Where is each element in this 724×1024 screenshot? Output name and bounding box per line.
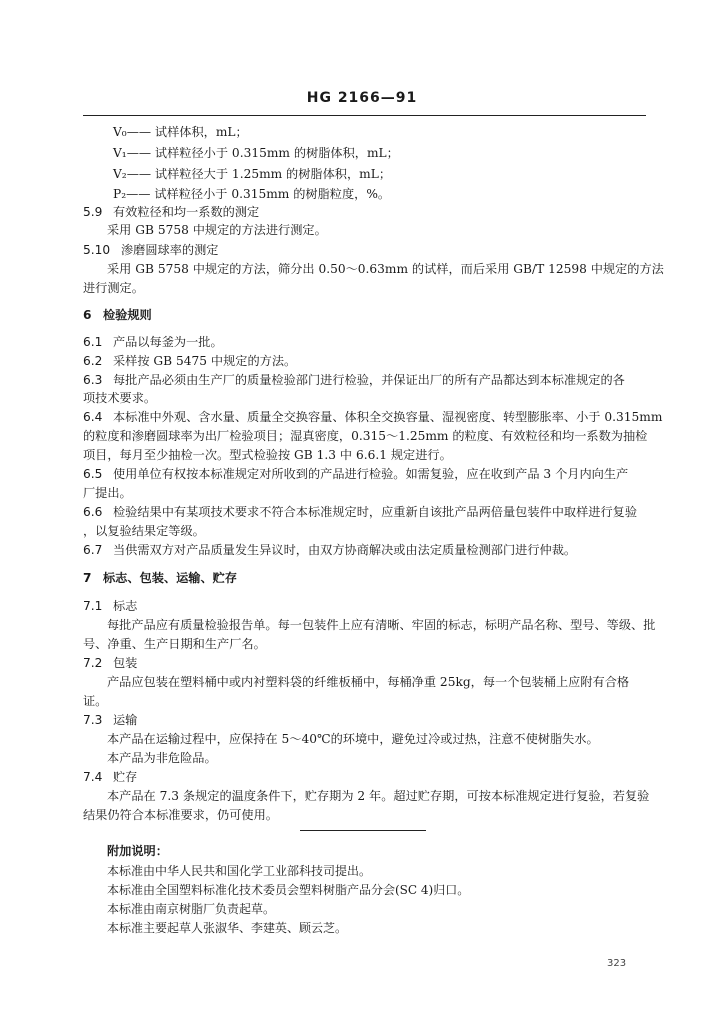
variable-def-v1 xyxy=(113,145,399,161)
clause-body-6-7: 当供需双方对产品质量发生异议时，由双方协商解决或由法定质量检测部门进行仲裁。 xyxy=(113,543,577,557)
clause-number-7-1: 7.1 xyxy=(83,599,103,613)
clause-number-7-4: 7.4 xyxy=(83,770,103,784)
clause-body-5-10-line2: 进行测定。 xyxy=(83,281,144,295)
clause-body-7-2-line1: 产品应包装在塑料桶中或内衬塑料袋的纤维板桶中，每桶净重 25kg，每一个包装桶上应附有合格 xyxy=(107,675,630,689)
clause-number-5-9: 5.9 xyxy=(83,205,103,219)
page-number: 323 xyxy=(607,958,627,969)
clause-number-7-3: 7.3 xyxy=(83,713,103,727)
clause-body-7-4-line1: 本产品在 7.3 条规定的温度条件下，贮存期为 2 年。超过贮存期，可按本标准规定进行复验，若复验 xyxy=(107,789,650,803)
clause-number-6-2: 6.2 xyxy=(83,354,103,368)
variable-text: —— 试样粒径小于 0.315mm 的树脂体积，mL； xyxy=(126,146,399,160)
clause-body-6-5-line2: 厂提出。 xyxy=(83,486,132,500)
clause-title-5-10: 渗磨圆球率的测定 xyxy=(121,243,219,257)
clause-body-6-3-line1: 每批产品必须由生产厂的质量检验部门进行检验，并保证出厂的所有产品都达到本标准规定的各 xyxy=(113,373,625,387)
variable-def-v2 xyxy=(113,166,391,182)
clause-body-5-9: 采用 GB 5758 中规定的方法进行测定。 xyxy=(107,223,327,237)
clause-body-6-6-line2: ，以复验结果定等级。 xyxy=(83,524,205,538)
clause-body-6-5-line1: 使用单位有权按本标准规定对所收到的产品进行检验。如需复验，应在收到产品 3 个月内向生产 xyxy=(113,467,629,481)
note-item: 本标准由全国塑料标准化技术委员会塑料树脂产品分会(SC 4)归口。 xyxy=(107,883,470,897)
clause-number-6-6: 6.6 xyxy=(83,505,103,519)
header-rule xyxy=(83,115,646,116)
variable-symbol: V₁ xyxy=(113,146,127,160)
variable-text: —— 试样体积，mL； xyxy=(126,125,248,139)
section-number-7: 7 xyxy=(83,571,92,585)
page-header-code: HG 2166—91 xyxy=(306,90,418,106)
variable-def-p2 xyxy=(113,186,390,202)
clause-body-6-1: 产品以每釜为一批。 xyxy=(113,335,223,349)
note-item: 本标准主要起草人张淑华、李建英、顾云芝。 xyxy=(107,921,348,935)
note-item: 本标准由南京树脂厂负责起草。 xyxy=(107,902,276,916)
section-title-7: 标志、包装、运输、贮存 xyxy=(103,571,238,585)
section-number-6: 6 xyxy=(83,308,92,322)
clause-body-7-2-line2: 证。 xyxy=(83,694,108,708)
clause-body-6-4-line3: 项目，每月至少抽检一次。型式检验按 GB 1.3 中 6.6.1 规定进行。 xyxy=(83,448,452,462)
clause-body-7-1-line2: 号、净重、生产日期和生产厂名。 xyxy=(83,637,266,651)
variable-symbol: P₂ xyxy=(113,187,127,201)
clause-body-5-10-line1: 采用 GB 5758 中规定的方法，筛分出 0.50～0.63mm 的试样，而后采用 GB/T 12598 中规定的方法 xyxy=(107,262,664,276)
clause-title-7-3: 运输 xyxy=(113,713,138,727)
clause-title-5-9: 有效粒径和均一系数的测定 xyxy=(113,205,260,219)
end-rule xyxy=(300,830,426,831)
clause-number-6-4: 6.4 xyxy=(83,410,103,424)
clause-number-6-3: 6.3 xyxy=(83,373,103,387)
clause-body-6-4-line2: 的粒度和渗磨圆球率为出厂检验项目；湿真密度，0.315～1.25mm 的粒度、有效粒径和均一系数为抽检 xyxy=(83,429,648,443)
clause-body-6-4-line1: 本标准中外观、含水量、质量全交换容量、体积全交换容量、湿视密度、转型膨胀率、小于 0.315mm xyxy=(113,410,663,424)
clause-body-6-6-line1: 检验结果中有某项技术要求不符合本标准规定时，应重新自该批产品两倍量包装件中取样进行复验 xyxy=(113,505,638,519)
clause-number-6-7: 6.7 xyxy=(83,543,103,557)
clause-body-6-3-line2: 项技术要求。 xyxy=(83,391,157,405)
clause-number-7-2: 7.2 xyxy=(83,656,103,670)
notes-title: 附加说明： xyxy=(107,844,168,858)
clause-number-5-10: 5.10 xyxy=(83,243,111,257)
section-title-6: 检验规则 xyxy=(103,308,152,322)
clause-body-7-3-line1: 本产品在运输过程中，应保持在 5～40℃的环境中，避免过冷或过热，注意不使树脂失水。 xyxy=(107,732,599,746)
clause-body-7-4-line2: 结果仍符合本标准要求，仍可使用。 xyxy=(83,808,278,822)
variable-symbol: V₂ xyxy=(113,167,127,181)
clause-body-7-3-line2: 本产品为非危险品。 xyxy=(107,751,217,765)
clause-title-7-2: 包装 xyxy=(113,656,138,670)
clause-body-7-1-line1: 每批产品应有质量检验报告单。每一包装件上应有清晰、牢固的标志，标明产品名称、型号、等级、批 xyxy=(107,618,656,632)
clause-number-6-1: 6.1 xyxy=(83,335,103,349)
clause-number-6-5: 6.5 xyxy=(83,467,103,481)
variable-symbol: V₀ xyxy=(113,125,127,139)
clause-title-7-4: 贮存 xyxy=(113,770,138,784)
variable-text: —— 试样粒径小于 0.315mm 的树脂粒度，%。 xyxy=(126,187,391,201)
clause-title-7-1: 标志 xyxy=(113,599,138,613)
note-item: 本标准由中华人民共和国化学工业部科技司提出。 xyxy=(107,864,372,878)
variable-def-v0 xyxy=(113,124,248,140)
variable-text: —— 试样粒径大于 1.25mm 的树脂体积，mL； xyxy=(126,167,392,181)
clause-body-6-2: 采样按 GB 5475 中规定的方法。 xyxy=(113,354,297,368)
